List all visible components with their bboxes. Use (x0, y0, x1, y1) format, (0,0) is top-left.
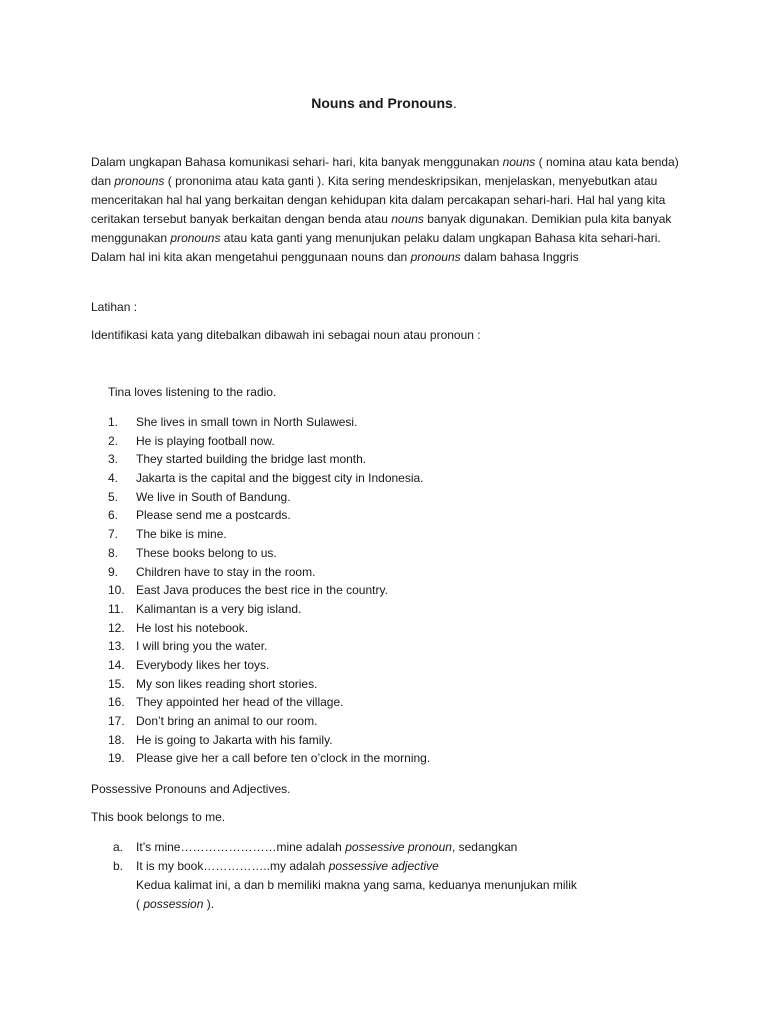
exercise-number: 18. (108, 732, 125, 747)
exercise-number: 12. (108, 620, 125, 635)
exercise-item (108, 749, 430, 768)
exercise-number: 16. (108, 695, 125, 710)
exercise-item (108, 525, 430, 544)
page-title (0, 95, 768, 111)
exercise-item (108, 600, 430, 619)
text-run: atau kata ganti yang menunjukan pelaku dalam ungkapan Bahasa kita sehari-hari. Dalam hal ini kita akan mengetahui penggunaan nouns dan (91, 231, 661, 264)
possessive-item (113, 838, 577, 857)
exercise-sentence: Don’t bring an animal to our room. (136, 714, 318, 728)
exercise-item (108, 731, 430, 750)
exercise-list (108, 413, 430, 768)
exercise-number: 6. (108, 508, 119, 523)
exercise-instruction: Identifikasi kata yang ditebalkan dibawah ini sebagai noun atau pronoun : (91, 328, 481, 342)
possessive-heading: Possessive Pronouns and Adjectives. (91, 782, 291, 796)
exercise-sentence: He lost his notebook. (136, 620, 249, 635)
exercise-sentence: They appointed her head of the village. (136, 695, 344, 710)
italic-term: nouns (502, 155, 536, 169)
text-run: It is my book……………..my adalah (136, 859, 329, 873)
possessive-item (113, 857, 577, 914)
text-run: Dalam ungkapan Bahasa komunikasi sehari- hari, kita banyak menggunakan (91, 155, 503, 169)
italic-term: nouns (391, 212, 424, 226)
page-title-dot: . (452, 95, 457, 111)
exercise-number: 17. (108, 714, 125, 728)
exercise-sentence: He is playing football now. (136, 433, 275, 448)
exercise-sentence: East Java produces the best rice in the country. (136, 583, 388, 598)
italic-term: pronouns (170, 231, 221, 245)
exercise-sentence: He is going to Jakarta with his family. (136, 732, 333, 747)
example-sentence: Tina loves listening to the radio. (108, 385, 277, 399)
text-run: , sedangkan (451, 840, 518, 854)
exercise-sentence: The bike is mine. (136, 527, 227, 542)
possessive-item-letter: b. (113, 859, 124, 873)
intro-paragraph (91, 153, 681, 267)
exercise-sentence: Everybody likes her toys. (136, 657, 270, 672)
possessive-list (113, 838, 577, 914)
exercise-number: 8. (108, 545, 119, 560)
exercise-number: 14. (108, 657, 125, 672)
exercise-number: 13. (108, 639, 125, 654)
exercise-sentence: Jakarta is the capital and the biggest city in Indonesia. (136, 471, 424, 486)
text-run: It’s mine……………………mine adalah (136, 840, 346, 854)
italic-term: possession (143, 897, 204, 911)
text-run: dalam bahasa Inggris (460, 250, 579, 264)
exercise-sentence: These books belong to us. (136, 545, 277, 560)
exercise-number: 4. (108, 471, 119, 486)
text-run: ( nomina atau kata benda) dan (91, 155, 679, 188)
exercise-item (108, 469, 430, 488)
exercise-number: 15. (108, 676, 125, 691)
exercise-item (108, 563, 430, 582)
exercise-sentence: Please send me a postcards. (136, 508, 291, 523)
possessive-item-letter: a. (113, 840, 124, 854)
exercise-item (108, 432, 430, 451)
exercise-number: 11. (108, 601, 124, 616)
exercise-item (108, 693, 430, 712)
exercise-item (108, 712, 430, 731)
exercise-item (108, 488, 430, 507)
italic-term: possessive pronoun (345, 840, 452, 854)
exercise-sentence: They started building the bridge last month. (136, 452, 367, 467)
exercise-number: 19. (108, 751, 125, 766)
text-run: ( prononima atau kata ganti ). Kita sering mendeskripsikan, menjelaskan, menyebutkan atau menceritakan hal hal yang berkaitan dengan kehidupan kita dalam percakapan sehari-hari. Hal hal yang kita ceritakan tersebut banyak berkaitan dengan benda atau (91, 174, 666, 226)
exercise-sentence: Children have to stay in the room. (136, 564, 316, 579)
latihan-label: Latihan : (91, 300, 138, 314)
exercise-number: 7. (108, 527, 119, 542)
possessive-example: This book belongs to me. (91, 810, 226, 824)
text-run: banyak digunakan. Demikian pula kita banyak menggunakan (91, 212, 672, 245)
text-run: ( (136, 897, 144, 911)
exercise-item (108, 506, 430, 525)
exercise-item (108, 675, 430, 694)
exercise-number: 10. (108, 583, 125, 598)
exercise-number: 1. (108, 415, 119, 429)
exercise-sentence: We live in South of Bandung. (136, 489, 291, 504)
possessive-explanation-line (113, 876, 577, 895)
exercise-number: 3. (108, 452, 119, 467)
exercise-sentence: Please give her a call before ten o’clock in the morning. (136, 751, 431, 766)
exercise-sentence: My son likes reading short stories. (136, 676, 318, 691)
exercise-number: 2. (108, 433, 119, 448)
text-run: Kedua kalimat ini, a dan b memiliki makna yang sama, keduanya menunjukan milik (136, 878, 577, 892)
exercise-item (108, 413, 430, 432)
exercise-item (108, 619, 430, 638)
italic-term: pronouns (410, 250, 461, 264)
text-run: ). (203, 897, 215, 911)
page-title-text: Nouns and Pronouns (311, 95, 453, 111)
exercise-item (108, 656, 430, 675)
possessive-explanation-line (113, 895, 577, 914)
exercise-sentence: I will bring you the water. (136, 639, 268, 654)
exercise-item (108, 581, 430, 600)
italic-term: pronouns (114, 174, 165, 188)
exercise-item (108, 637, 430, 656)
exercise-number: 5. (108, 489, 119, 504)
italic-term: possessive adjective (328, 859, 439, 873)
exercise-sentence: She lives in small town in North Sulawesi. (136, 415, 358, 429)
exercise-item (108, 544, 430, 563)
exercise-item (108, 450, 430, 469)
exercise-sentence: Kalimantan is a very big island. (136, 601, 302, 616)
exercise-number: 9. (108, 564, 119, 579)
